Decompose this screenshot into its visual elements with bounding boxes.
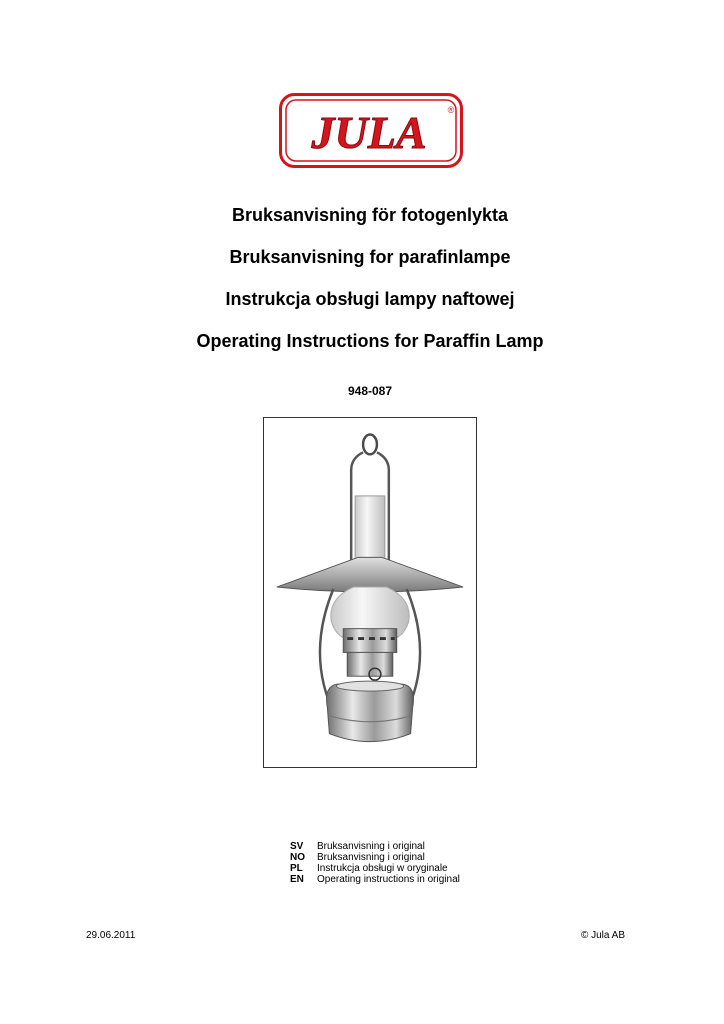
language-row-pl (290, 863, 460, 874)
language-code: SV (290, 841, 304, 852)
footer-copyright: © Jula AB (580, 930, 625, 941)
footer-date: 29.06.2011 (86, 930, 136, 941)
language-row-en (290, 874, 460, 885)
language-label: Bruksanvisning i original (317, 841, 425, 852)
title-norwegian: Bruksanvisning for parafinlampe (229, 247, 511, 267)
product-photo (263, 417, 477, 768)
language-code: NO (290, 852, 305, 863)
title-block (0, 200, 724, 368)
title-english: Operating Instructions for Paraffin Lamp (196, 331, 544, 351)
language-label: Bruksanvisning i original (317, 852, 425, 863)
language-code: EN (290, 874, 304, 885)
title-polish: Instrukcja obsługi lampy naftowej (225, 289, 515, 309)
jula-logo (279, 93, 463, 168)
language-row-no (290, 852, 460, 863)
language-list (290, 841, 460, 885)
language-code: PL (290, 863, 303, 874)
language-label: Instrukcja obsługi w oryginale (317, 863, 448, 874)
logo-wordmark: JULA (311, 107, 427, 158)
registered-mark: ® (447, 105, 455, 115)
paraffin-lamp-illustration (264, 418, 476, 767)
title-swedish: Bruksanvisning för fotogenlykta (231, 205, 509, 225)
product-code: 948-087 (347, 384, 393, 398)
language-row-sv (290, 841, 460, 852)
language-label: Operating instructions in original (317, 874, 460, 885)
